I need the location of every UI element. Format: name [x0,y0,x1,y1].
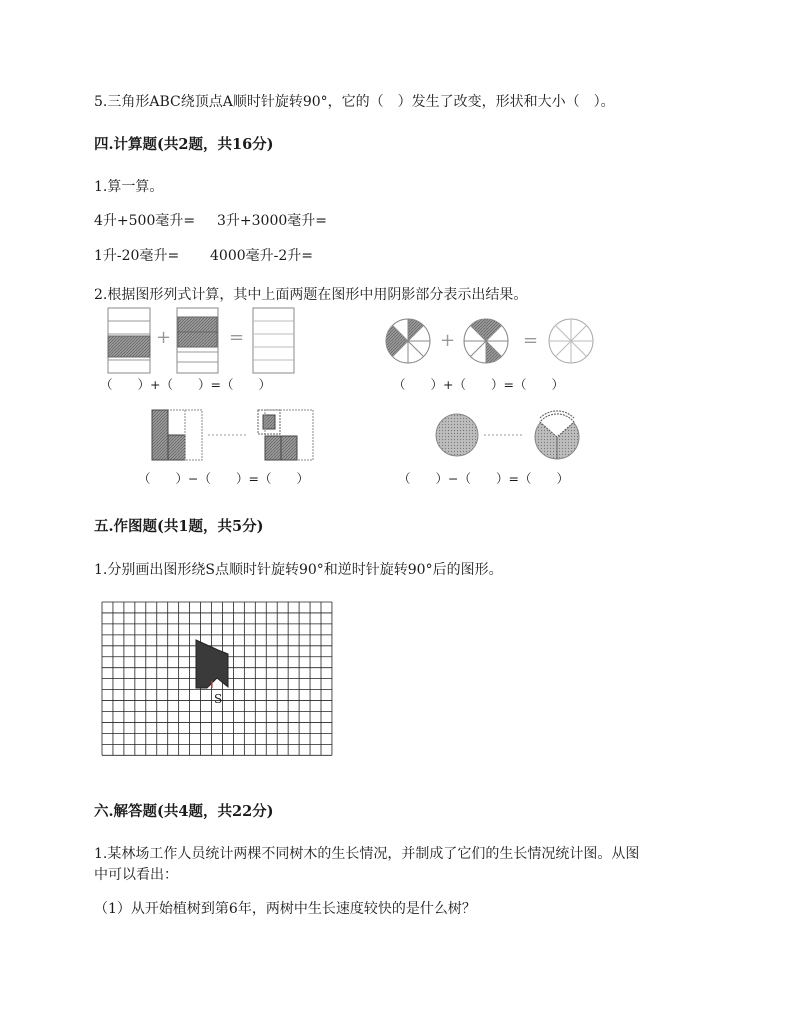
section6-q1-line1: 1.某林场工作人员统计两棵不同树木的生长情况，并制成了它们的生长情况统计图。从图 [94,846,640,862]
calc-2: 3升+3000毫升= [217,213,327,229]
calc-4: 4000毫升-2升= [210,248,313,264]
equals-sign-1: = [229,327,245,348]
calc-1: 4升+500毫升= [94,213,196,229]
section5-title: 五.作图题(共1题，共5分) [94,518,264,535]
plus-sign-2: + [440,330,456,351]
section5-q1: 1.分别画出图形绕S点顺时针旋转90°和逆时针旋转90°后的图形。 [94,562,503,578]
rect-bar-3 [253,308,294,373]
rect-bar-2 [177,308,218,373]
section4-title: 四.计算题(共2题，共16分) [94,136,274,153]
shaded-shape [196,640,228,688]
section6-q1-sub: （1）从开始植树到第6年，两树中生长速度较快的是什么树？ [94,901,476,917]
square-figure-2 [258,410,313,460]
circle-fraction-2 [464,319,508,363]
point-s-label: S [214,692,223,706]
rect-bar-1 [108,308,150,373]
blank-line-4: （ ）−（ ）=（ ） [398,471,569,486]
partial-circle [535,411,579,459]
calc-3: 1升-20毫升= [94,248,180,264]
blank-line-1: （ ）+（ ）=（ ） [100,377,271,392]
square-figure-1 [152,410,202,460]
plus-sign-1: + [156,327,172,348]
q1-label: 1.算一算。 [94,179,164,195]
blank-line-3: （ ）−（ ）=（ ） [138,471,309,486]
circle-fraction-1 [386,319,430,363]
q5-text: 5.三角形ABC绕顶点A顺时针旋转90°，它的（ ）发生了改变，形状和大小（ ）。 [94,94,615,110]
equals-sign-2: = [523,330,539,351]
blank-line-2: （ ）+（ ）=（ ） [393,377,564,392]
full-circle [436,414,478,456]
circle-fraction-3 [549,319,593,363]
q2-label: 2.根据图形列式计算，其中上面两题在图形中用阴影部分表示出结果。 [94,287,528,303]
section6-title: 六.解答题(共4题，共22分) [94,803,274,820]
section6-q1-line2: 中可以看出： [94,867,178,883]
